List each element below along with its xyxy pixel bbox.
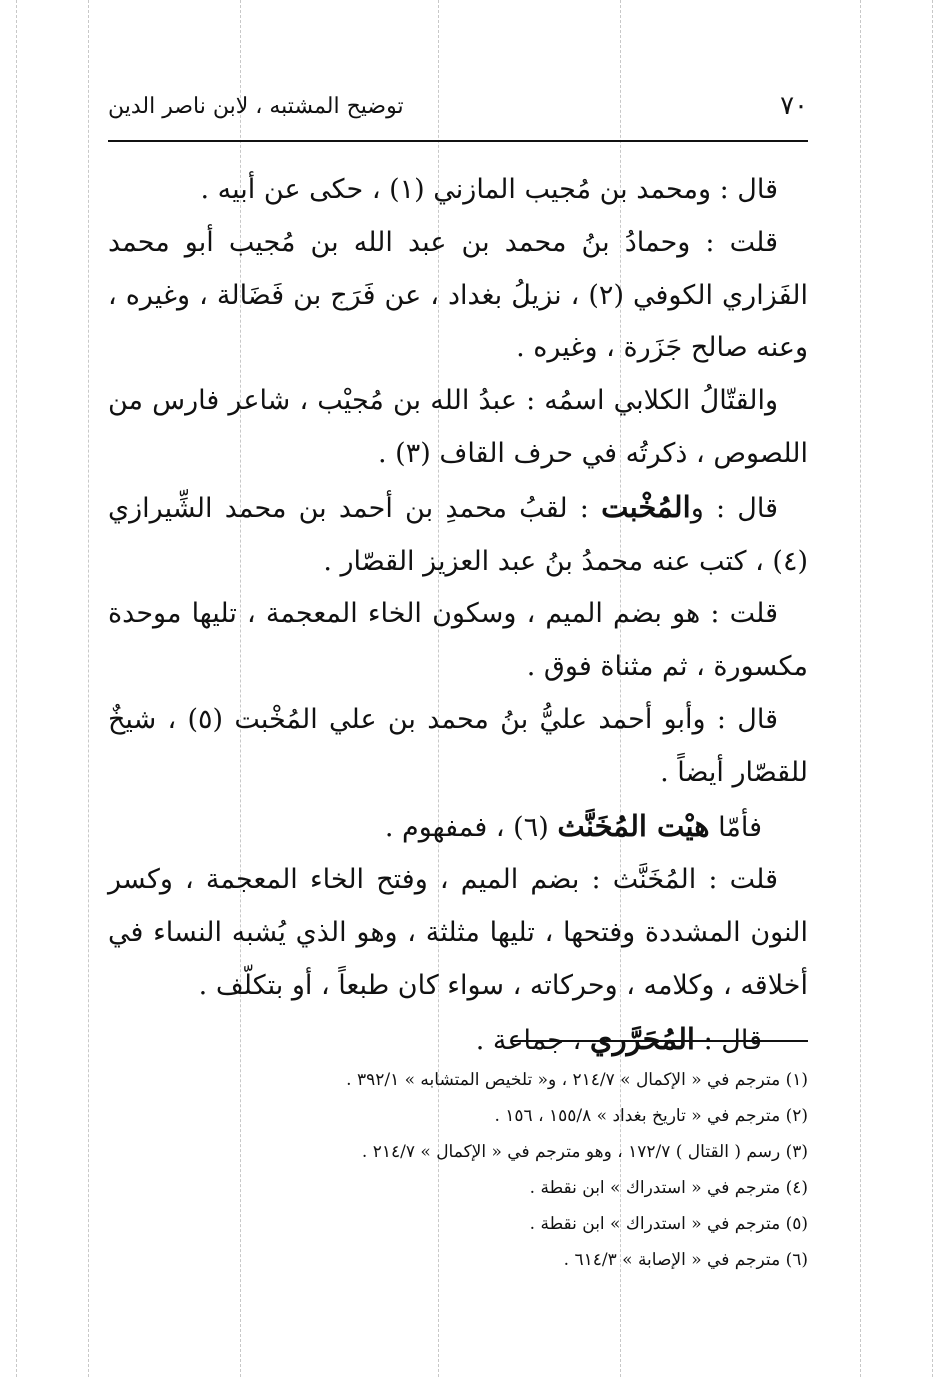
paragraph: والقتّالُ الكلابي اسمُه : عبدُ الله بن مُجيْب ، شاعر فارس من اللصوص ، ذكرتُه في حرف القاف (٣) . [108,385,808,469]
page-header [108,86,808,126]
paragraph: قلت : المُخَنَّث : بضم الميم ، وفتح الخاء المعجمة ، وكسر النون المشددة وفتحها ، تليها مثلثة ، وهو الذي يُشبه النساء في أخلاقه ، وكلامه ، وحركاته ، سواء كان طبعاً ، أو بتكلّف . [108,864,808,1001]
footnote: (١) مترجم في « الإكمال » ٢١٤/٧ ، و« تلخيص المتشابه » ٣٩٢/١ . [346,1070,808,1090]
paragraph-rest: ، جماعة . [475,1024,590,1056]
scan-guide-line [16,0,17,1377]
footnote: (٢) مترجم في « تاريخ بغداد » ١٥٥/٨ ، ١٥٦ . [494,1106,808,1126]
scan-guide-line [932,0,933,1377]
body-text [108,164,808,1068]
scan-guide-line [860,0,861,1377]
paragraph: قلت : وحمادُ بنُ محمد بن عبد الله بن مُجيب أبو محمد الفَزاري الكوفي (٢) ، نزيلُ بغداد ، عن فَرَج بن فَضَالة ، وغيره ، وعنه صالح جَزَرة ، وغيره . [108,226,808,364]
footnotes [108,1062,808,1278]
scan-guide-line [88,0,89,1377]
footnote: (٦) مترجم في « الإصابة » ٦١٤/٣ . [563,1250,808,1270]
header-rule [108,140,808,142]
paragraph-lead: قال : [694,1024,762,1056]
paragraph: قلت : هو بضم الميم ، وسكون الخاء المعجمة ، تليها موحدة مكسورة ، ثم مثناة فوق . [108,598,808,683]
paragraph-rest: (٦) ، فمفهوم . [384,811,558,843]
headword: هيْت المُخَنَّث [557,808,710,843]
page-number: ٧٠ [780,91,808,121]
headword: المُحَرَّري [589,1021,695,1056]
paragraph [108,800,808,855]
paragraph-lead: قال : و [690,492,778,524]
paragraph [108,481,808,589]
paragraph: قال : ومحمد بن مُجيب المازني (١) ، حكى عن أبيه . [200,174,778,205]
running-title: توضيح المشتبه ، لابن ناصر الدين [108,93,404,119]
footnote: (٤) مترجم في « استدراك » ابن نقطة . [529,1178,808,1198]
paragraph-rest: : لقبُ محمدِ بن أحمد بن محمد الشِّيرازي (٤) ، كتب عنه محمدُ بنُ عبد العزيز القصّار . [108,492,808,577]
footnote-rule [512,1040,808,1042]
paragraph-lead: فأمّا [709,811,762,843]
paragraph: قال : وأبو أحمد عليُّ بنُ محمد بن علي المُخْبت (٥) ، شيخٌ للقصّار أيضاً . [108,703,808,788]
footnote: (٣) رسم ( القتال ) ١٧٢/٧ ، وهو مترجم في « الإكمال » ٢١٤/٧ . [361,1142,808,1162]
footnote: (٥) مترجم في « استدراك » ابن نقطة . [529,1214,808,1234]
headword: المُخْبت [601,489,691,524]
